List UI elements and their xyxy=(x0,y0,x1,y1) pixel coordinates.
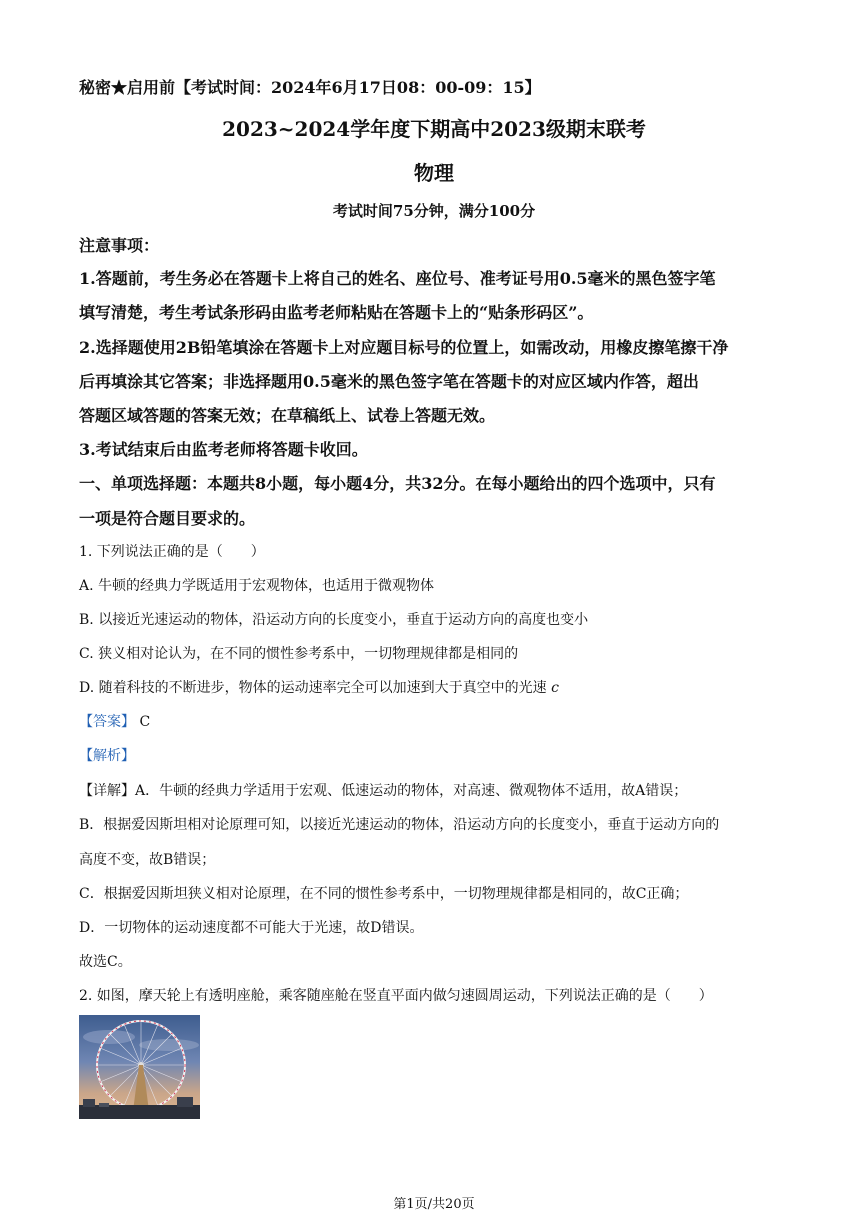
question-1-option-d xyxy=(79,677,559,697)
conclusion-line: 故选C。 xyxy=(79,954,132,970)
notice-item-3: 3.考试结束后由监考老师将答题卡收回。 xyxy=(79,440,368,459)
question-1-option-c: C. 狭义相对论认为，在不同的惯性参考系中，一切物理规律都是相同的 xyxy=(79,646,519,662)
detail-line-3: 高度不变，故B错误； xyxy=(79,852,216,868)
subject-title: 物理 xyxy=(414,161,454,185)
analysis-tag: 【解析】 xyxy=(79,748,135,764)
exam-title: 2023~2024学年度下期高中2023级期末联考 xyxy=(222,117,646,141)
notice-item-2-line-2: 后再填涂其它答案；非选择题用0.5毫米的黑色签字笔在答题卡的对应区域内作答，超出 xyxy=(79,372,699,391)
page-footer: 第1页/共20页 xyxy=(393,1197,475,1212)
notice-item-2-line-1: 2.选择题使用2B铅笔填涂在答题卡上对应题目标号的位置上，如需改动，用橡皮擦笔擦干净 xyxy=(79,338,729,357)
question-1-option-b: B. 以接近光速运动的物体，沿运动方向的长度变小，垂直于运动方向的高度也变小 xyxy=(79,612,589,628)
detail-line-4: C．根据爱因斯坦狭义相对论原理，在不同的惯性参考系中，一切物理规律都是相同的，故C正确； xyxy=(79,886,689,902)
ferris-wheel-photo xyxy=(79,1015,200,1119)
question-1-stem: 1. 下列说法正确的是（ ） xyxy=(79,544,265,560)
detail-line-1: 【详解】A．牛顿的经典力学适用于宏观、低速运动的物体，对高速、微观物体不适用，故A错误； xyxy=(79,783,688,799)
question-2-stem: 2. 如图，摩天轮上有透明座舱，乘客随座舱在竖直平面内做匀速圆周运动，下列说法正确的是（ ） xyxy=(79,988,713,1004)
exam-subtitle: 考试时间75分钟，满分100分 xyxy=(332,202,536,220)
notice-heading: 注意事项： xyxy=(79,236,160,255)
notice-item-1-line-2: 填写清楚，考生考试条形码由监考老师粘贴在答题卡上的“贴条形码区”。 xyxy=(79,303,594,322)
section-1-heading-line-2: 一项是符合题目要求的。 xyxy=(79,509,256,528)
section-1-heading-line-1: 一、单项选择题：本题共8小题，每小题4分，共32分。在每小题给出的四个选项中，只有 xyxy=(79,474,716,493)
confidential-line: 秘密★启用前【考试时间：2024年6月17日08：00-09：15】 xyxy=(79,78,541,97)
answer-value: C xyxy=(139,714,151,730)
detail-line-5: D．一切物体的运动速度都不可能大于光速，故D错误。 xyxy=(79,920,424,936)
speed-of-light-symbol: c xyxy=(551,680,559,696)
question-1-option-a: A. 牛顿的经典力学既适用于宏观物体，也适用于微观物体 xyxy=(79,578,435,594)
notice-item-2-line-3: 答题区域答题的答案无效；在草稿纸上、试卷上答题无效。 xyxy=(79,406,496,425)
answer-line xyxy=(79,711,150,731)
answer-tag: 【答案】 xyxy=(79,714,135,730)
option-d-text: D. 随着科技的不断进步，物体的运动速率完全可以加速到大于真空中的光速 xyxy=(79,680,547,696)
notice-item-1-line-1: 1.答题前，考生务必在答题卡上将自己的姓名、座位号、准考证号用0.5毫米的黑色签字笔 xyxy=(79,269,716,288)
detail-line-2: B．根据爱因斯坦相对论原理可知，以接近光速运动的物体，沿运动方向的长度变小，垂直于运动方向的 xyxy=(79,817,720,833)
